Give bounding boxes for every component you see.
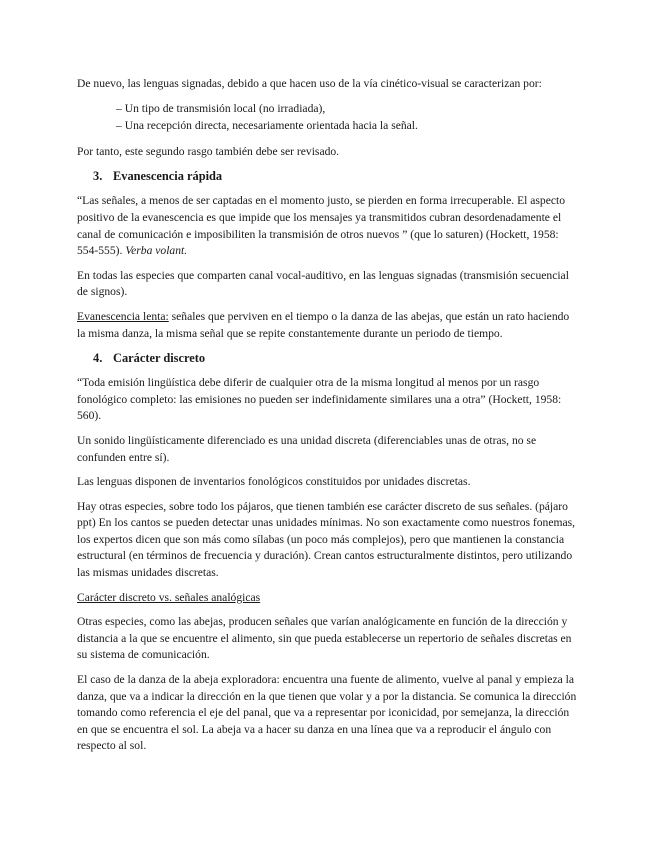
section-heading-3 — [77, 168, 580, 184]
paragraph: Otras especies, como las abejas, producen señales que varían analógicamente en función de la dirección y distancia a la que se encuentre el alimento, sin que pueda establecerse un repertorio de señales discretas en su sistema de comunicación. — [77, 615, 572, 662]
hockett-quote-evanescence — [77, 193, 580, 259]
bullet-list — [77, 101, 580, 135]
term-label: Evanescencia lenta: — [77, 309, 169, 323]
quote-text: “Las señales, a menos de ser captadas en el momento justo, se pierden en forma irrecuperable. El aspecto positivo de la evanescencia es que impide que los mensajes ya transmitidos cubran desordenadamente el canal de comunicación e imposibiliten la transmisión de otros nuevos ” (que lo saturen) (Hockett, 1958: 554-555). — [77, 194, 566, 258]
section-title: Carácter discreto — [113, 351, 206, 366]
term-definition: señales que perviven en el tiempo o la danza de las abejas, que están un rato haciendo la misma danza, la misma señal que se repite constantemente durante un periodo de tiempo. — [77, 309, 570, 340]
bullet-item: – Un tipo de transmisión local (no irradiada), — [116, 101, 326, 115]
section-title: Evanescencia rápida — [113, 169, 223, 184]
section-number: 4. — [93, 351, 103, 366]
document-page — [77, 76, 580, 763]
slow-evanescence-paragraph — [77, 309, 580, 342]
paragraph: Un sonido lingüísticamente diferenciado es una unidad discreta (diferenciables unas de otras, no se confunden entre sí). — [77, 433, 537, 464]
paragraph: Hay otras especies, sobre todo los pájaros, que tienen también ese carácter discreto de sus señales. (pájaro ppt) En los cantos se pueden detectar unas unidades mínimas. No son exactamente como nuestros fonemas, los expertos dicen que son más como sílabas (un poco más complejos), pero que mantienen la constancia estructural (en términos de frecuencia y duración). Crean cantos estructuralmente distintos, pero utilizando las mismas unidades discretas. — [77, 499, 576, 580]
quote-latin-phrase: Verba volant. — [125, 244, 188, 258]
intro-paragraph: De nuevo, las lenguas signadas, debido a que hacen uso de la vía cinético-visual se caracterizan por: — [77, 77, 542, 90]
section-number: 3. — [93, 169, 103, 184]
paragraph: El caso de la danza de la abeja exploradora: encuentra una fuente de alimento, vuelve al panal y empieza la danza, que va a indicar la dirección en la que tienen que volar y a por la distancia. Se comunica la dirección tomando como referencia el eje del panal, que va a representar por iconicidad, por semejanza, la dirección en que se encuentra el sol. La abeja va a hacer su danza en una línea que va a reproducir el ángulo con respecto al sol. — [77, 673, 577, 753]
conclusion-paragraph: Por tanto, este segundo rasgo también debe ser revisado. — [77, 144, 340, 158]
bullet-item: – Una recepción directa, necesariamente orientada hacia la señal. — [116, 119, 418, 133]
hockett-quote-discreteness: “Toda emisión lingüística debe diferir de cualquier otra de la misma longitud al menos por un rasgo fonológico completo: las emisiones no pueden ser indefinidamente similares una a otra” (Hockett, 1958: 560). — [77, 376, 562, 423]
paragraph: En todas las especies que comparten canal vocal-auditivo, en las lenguas signadas (transmisión secuencial de signos). — [77, 268, 569, 299]
section-heading-4 — [77, 350, 580, 366]
subheading: Carácter discreto vs. señales analógicas — [77, 590, 261, 604]
paragraph: Las lenguas disponen de inventarios fonológicos constituidos por unidades discretas. — [77, 475, 471, 489]
